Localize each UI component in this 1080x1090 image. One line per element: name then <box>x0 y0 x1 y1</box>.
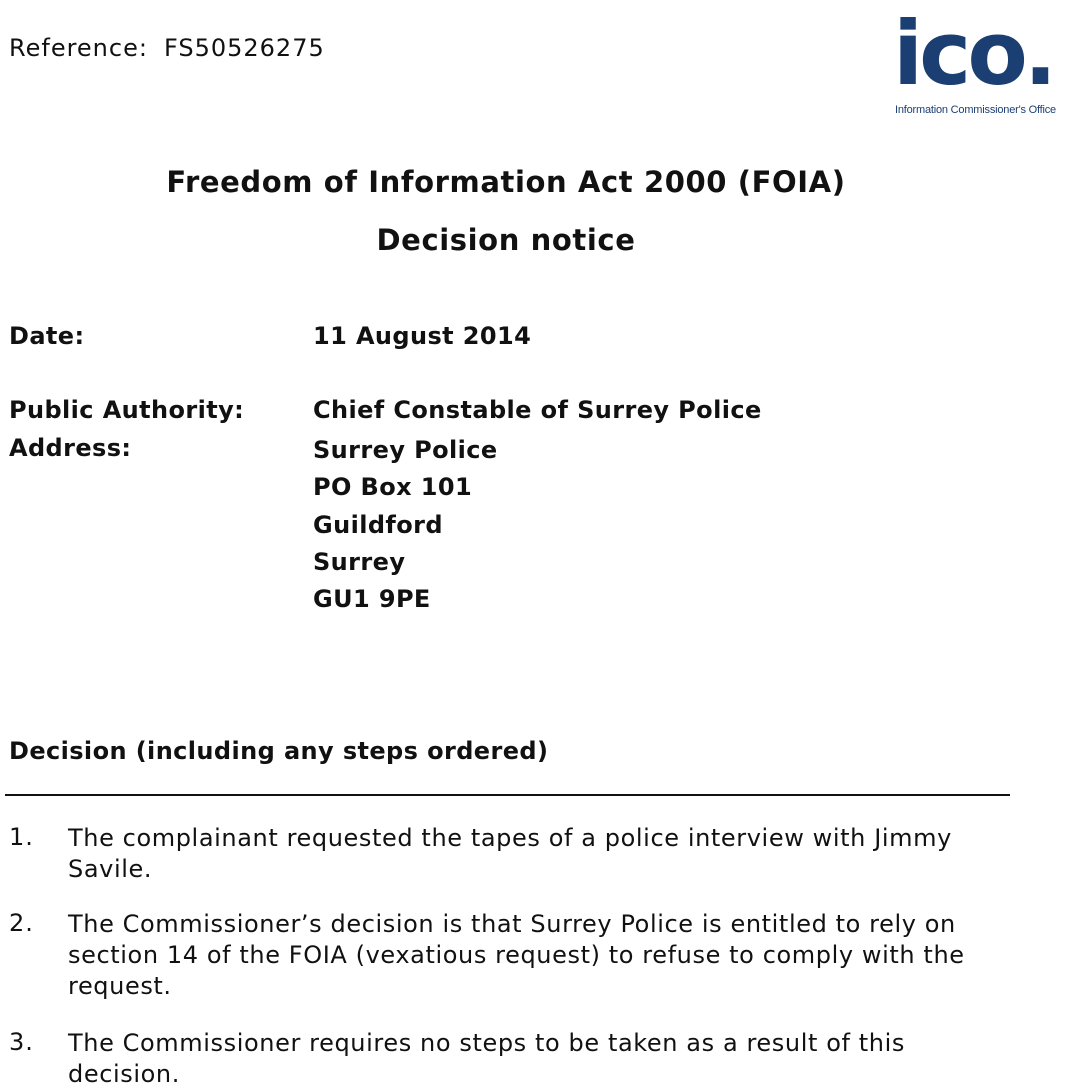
ico-logo <box>893 4 1073 122</box>
reference-label: Reference: <box>9 34 148 62</box>
date-label: Date: <box>9 322 85 350</box>
notice-title: Decision notice <box>376 223 636 257</box>
address-block <box>313 432 498 618</box>
ico-logo-subtitle: Information Commissioner's Office <box>895 104 1056 116</box>
paragraph-text: The complainant requested the tapes of a police interview with Jimmy Savile. <box>68 824 952 883</box>
paragraph-number: 2. <box>9 909 34 937</box>
reference-number: FS50526275 <box>163 34 325 62</box>
paragraph-text: The Commissioner’s decision is that Surrey Police is entitled to rely on section 14 of the FOIA (vexatious request) to refuse to comply with the request. <box>68 910 965 1000</box>
address-label: Address: <box>9 434 132 462</box>
paragraph-number: 1. <box>9 823 34 851</box>
ico-logo-mark: ico. <box>893 2 1054 105</box>
reference-line <box>9 34 325 62</box>
public-authority-label: Public Authority: <box>9 396 245 424</box>
paragraph-number: 3. <box>9 1028 34 1056</box>
address-line: PO Box 101 <box>313 473 473 502</box>
public-authority-value: Chief Constable of Surrey Police <box>313 396 762 424</box>
paragraph-text: The Commissioner requires no steps to be taken as a result of this decision. <box>68 1029 905 1088</box>
section-divider <box>5 794 1010 796</box>
address-line: Surrey <box>313 547 406 576</box>
address-line: GU1 9PE <box>313 585 431 614</box>
address-line: Surrey Police <box>313 436 498 464</box>
decision-heading: Decision (including any steps ordered) <box>9 737 549 765</box>
date-value: 11 August 2014 <box>313 322 532 350</box>
act-title: Freedom of Information Act 2000 (FOIA) <box>166 165 846 199</box>
address-line: Guildford <box>313 510 443 539</box>
